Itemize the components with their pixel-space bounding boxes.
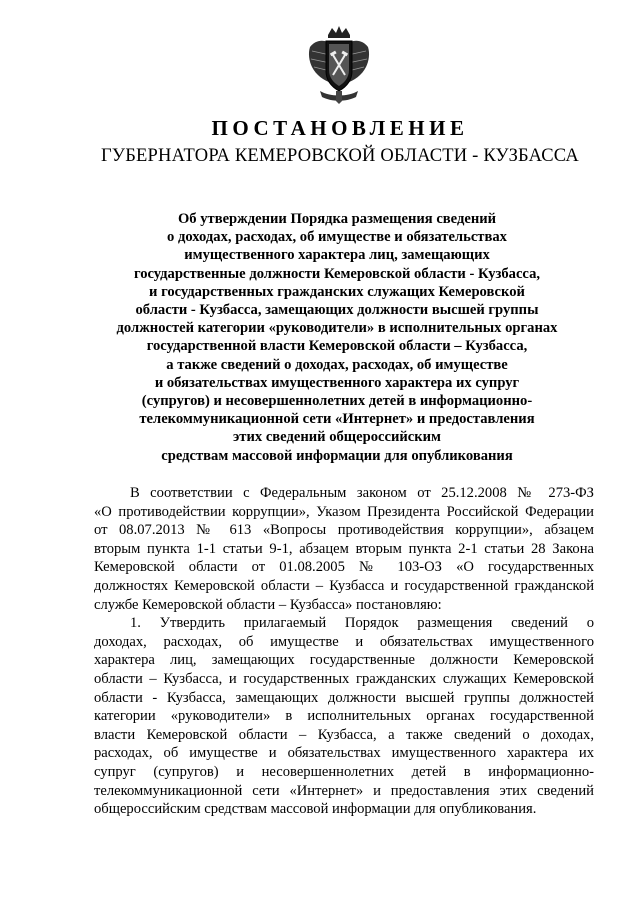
body-line: власти Кемеровской области – Кузбасса, а также сведений о доходах, xyxy=(94,726,594,743)
title-line: и обязательствах имущественного характера их супруг xyxy=(154,374,520,391)
title-line: этих сведений общероссийским xyxy=(232,429,442,446)
body-line: 1. Утвердить прилагаемый Порядок размещения сведений о xyxy=(130,615,594,632)
body-line: характера лиц, замещающих государственные должности Кемеровской xyxy=(94,652,594,669)
resolution-title xyxy=(110,210,564,465)
body-line: области – Кузбасса, и государственных гражданских служащих Кемеровской xyxy=(94,670,594,687)
title-line: а также сведений о доходах, расходах, об имуществе xyxy=(166,356,508,373)
title-line: государственные должности Кемеровской области - Кузбасса, xyxy=(133,265,541,282)
title-line: телекоммуникационной сети «Интернет» и предоставления xyxy=(139,411,535,428)
body-line: телекоммуникационной сети «Интернет» и предоставления этих сведений xyxy=(94,782,594,799)
title-line: должностей категории «руководители» в исполнительных органах xyxy=(116,320,558,337)
body-line: расходах, об имуществе и обязательствах имущественного характера их xyxy=(94,745,594,762)
body-line: Кемеровской области от 01.08.2005 № 103-ОЗ «О государственных xyxy=(94,559,594,576)
body-line: В соответствии с Федеральным законом от 25.12.2008 № 273-ФЗ xyxy=(130,485,594,501)
title-line: Об утверждении Порядка размещения сведений xyxy=(177,211,497,227)
title-line: имущественного характера лиц, замещающих xyxy=(184,247,490,264)
title-line: и государственных гражданских служащих Кемеровской xyxy=(149,283,525,300)
resolution-body xyxy=(94,484,594,819)
body-line: от 08.07.2013 № 613 «Вопросы противодействия коррупции», абзацем xyxy=(94,522,594,539)
body-line: службе Кемеровской области – Кузбасса» постановляю: xyxy=(94,596,442,613)
body-line: общероссийским средствам массовой информации для опубликования. xyxy=(94,801,537,818)
document-type: ПОСТАНОВЛЕНИЕ xyxy=(211,116,469,140)
body-line: супруг (супругов) и несовершеннолетних детей в информационно- xyxy=(94,763,594,780)
preamble-paragraph xyxy=(94,484,594,614)
body-line: категории «руководители» в исполнительных органах государственной xyxy=(94,708,594,725)
body-line: области - Кузбасса, замещающих должности высшей группы должностей xyxy=(94,689,594,706)
coat-of-arms-icon xyxy=(306,25,372,105)
title-line: о доходах, расходах, об имуществе и обязательствах xyxy=(167,229,507,246)
title-line: области - Кузбасса, замещающих должности высшей группы xyxy=(135,302,539,319)
body-line: должностях Кемеровской области – Кузбасса и государственной гражданской xyxy=(94,577,594,594)
clause-1-paragraph xyxy=(94,614,594,819)
title-line: средствам массовой информации для опубликования xyxy=(161,447,513,464)
body-line: доходах, расходах, об имуществе и обязательствах имущественного xyxy=(94,633,594,650)
title-line: (супругов) и несовершеннолетних детей в информационно- xyxy=(141,393,533,410)
issuer-title: ГУБЕРНАТОРА КЕМЕРОВСКОЙ ОБЛАСТИ - КУЗБАССА xyxy=(101,146,579,166)
title-line: государственной власти Кемеровской области – Кузбасса, xyxy=(146,338,528,355)
body-line: вторым пункта 1-1 статьи 9-1, абзацем вторым пункта 2-1 статьи 28 Закона xyxy=(94,540,594,557)
body-line: «О противодействии коррупции», Указом Президента Российской Федерации xyxy=(94,503,594,520)
